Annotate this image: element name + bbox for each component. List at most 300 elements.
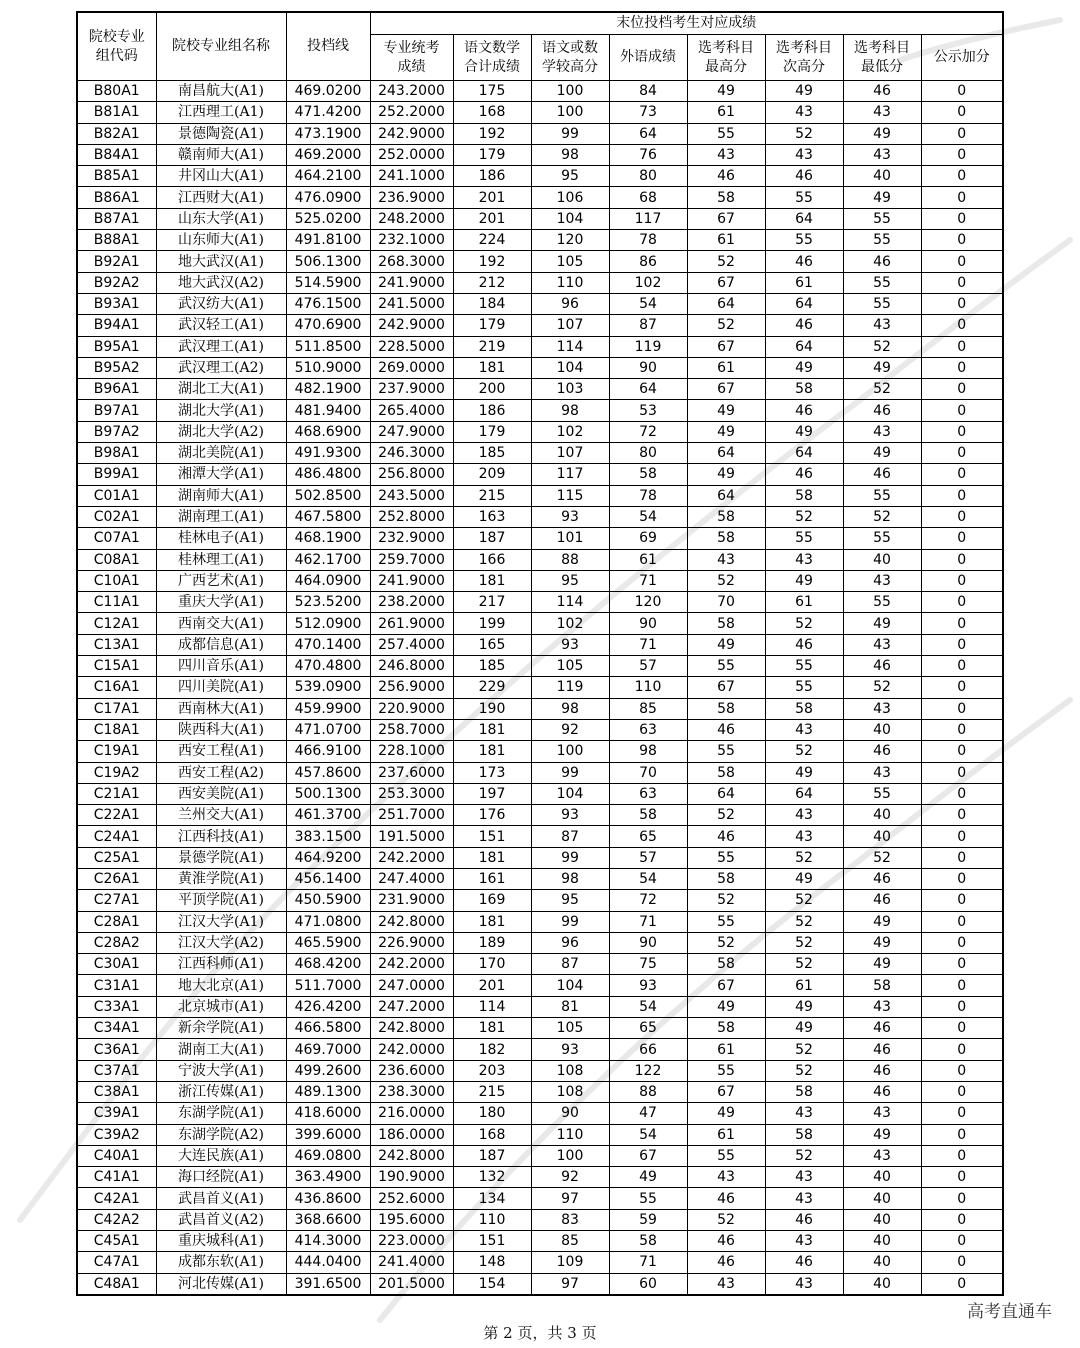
table-cell: 468.1900 xyxy=(286,528,370,549)
table-cell: C38A1 xyxy=(77,1081,156,1102)
table-cell: 46 xyxy=(765,1209,843,1230)
table-cell: 184 xyxy=(453,293,531,314)
table-cell: 69 xyxy=(609,528,687,549)
table-cell: 40 xyxy=(843,166,921,187)
table-cell: C37A1 xyxy=(77,1060,156,1081)
table-cell: 64 xyxy=(687,293,765,314)
table-cell: 182 xyxy=(453,1039,531,1060)
cell-name: 武汉理工(A2) xyxy=(156,357,286,378)
table-cell: 88 xyxy=(609,1081,687,1102)
table-cell: 58 xyxy=(687,1018,765,1039)
table-cell: 181 xyxy=(453,847,531,868)
table-cell: 0 xyxy=(921,975,1003,996)
table-cell: C27A1 xyxy=(77,890,156,911)
table-cell: 486.4800 xyxy=(286,464,370,485)
table-cell: 46 xyxy=(687,1252,765,1273)
table-row xyxy=(77,677,1003,698)
table-cell: 73 xyxy=(609,102,687,123)
table-cell: 52 xyxy=(765,1060,843,1081)
table-cell: 186 xyxy=(453,166,531,187)
table-cell: 52 xyxy=(765,123,843,144)
table-cell: 52 xyxy=(843,506,921,527)
table-cell: 226.9000 xyxy=(370,932,453,953)
table-cell: 61 xyxy=(687,357,765,378)
table-cell: 99 xyxy=(531,762,609,783)
table-cell: 238.2000 xyxy=(370,592,453,613)
table-cell: C10A1 xyxy=(77,570,156,591)
table-cell: 70 xyxy=(609,762,687,783)
table-cell: 43 xyxy=(843,698,921,719)
table-cell: C13A1 xyxy=(77,634,156,655)
table-cell: 64 xyxy=(765,443,843,464)
table-cell: 98 xyxy=(609,741,687,762)
table-cell: 237.9000 xyxy=(370,379,453,400)
table-cell: 181 xyxy=(453,570,531,591)
cell-name: 江汉大学(A2) xyxy=(156,932,286,953)
table-cell: 0 xyxy=(921,762,1003,783)
table-cell: 95 xyxy=(531,890,609,911)
table-cell: C28A2 xyxy=(77,932,156,953)
table-cell: 426.4200 xyxy=(286,996,370,1017)
table-cell: 71 xyxy=(609,911,687,932)
table-cell: 241.4000 xyxy=(370,1252,453,1273)
table-cell: 46 xyxy=(843,400,921,421)
table-cell: 0 xyxy=(921,315,1003,336)
table-cell: 201 xyxy=(453,208,531,229)
table-cell: 95 xyxy=(531,570,609,591)
table-cell: 100 xyxy=(531,1145,609,1166)
table-cell: 514.5900 xyxy=(286,272,370,293)
table-cell: 242.8000 xyxy=(370,1018,453,1039)
table-row xyxy=(77,443,1003,464)
cell-name: 桂林理工(A1) xyxy=(156,549,286,570)
table-cell: 78 xyxy=(609,230,687,251)
table-cell: 43 xyxy=(687,1167,765,1188)
table-cell: 256.8000 xyxy=(370,464,453,485)
table-cell: 46 xyxy=(687,166,765,187)
table-cell: 75 xyxy=(609,954,687,975)
table-row xyxy=(77,166,1003,187)
table-cell: B99A1 xyxy=(77,464,156,485)
table-cell: 105 xyxy=(531,656,609,677)
table-cell: 0 xyxy=(921,102,1003,123)
table-cell: 43 xyxy=(687,144,765,165)
table-cell: C25A1 xyxy=(77,847,156,868)
table-cell: 46 xyxy=(765,464,843,485)
table-cell: 72 xyxy=(609,421,687,442)
cell-name: 地大武汉(A1) xyxy=(156,251,286,272)
table-cell: 181 xyxy=(453,719,531,740)
table-cell: 0 xyxy=(921,251,1003,272)
table-cell: 0 xyxy=(921,1103,1003,1124)
table-cell: 466.5800 xyxy=(286,1018,370,1039)
table-cell: 87 xyxy=(531,826,609,847)
table-cell: 102 xyxy=(609,272,687,293)
table-cell: 383.1500 xyxy=(286,826,370,847)
table-cell: 0 xyxy=(921,230,1003,251)
table-row xyxy=(77,421,1003,442)
table-cell: 105 xyxy=(531,251,609,272)
table-cell: 0 xyxy=(921,847,1003,868)
table-cell: C08A1 xyxy=(77,549,156,570)
table-cell: C48A1 xyxy=(77,1273,156,1295)
table-cell: 55 xyxy=(687,1060,765,1081)
table-row xyxy=(77,1209,1003,1230)
table-cell: 67 xyxy=(609,1145,687,1166)
table-row xyxy=(77,1273,1003,1295)
table-cell: 52 xyxy=(687,570,765,591)
cell-name: 东湖学院(A1) xyxy=(156,1103,286,1124)
table-cell: 40 xyxy=(843,1167,921,1188)
table-cell: 84 xyxy=(609,81,687,102)
table-cell: 68 xyxy=(609,187,687,208)
table-row xyxy=(77,1145,1003,1166)
table-row xyxy=(77,805,1003,826)
table-cell: 52 xyxy=(687,251,765,272)
table-cell: C42A1 xyxy=(77,1188,156,1209)
table-cell: 242.2000 xyxy=(370,954,453,975)
table-cell: 539.0900 xyxy=(286,677,370,698)
table-cell: 186.0000 xyxy=(370,1124,453,1145)
header-score: 投档线 xyxy=(286,12,370,81)
table-cell: 414.3000 xyxy=(286,1231,370,1252)
table-cell: 511.7000 xyxy=(286,975,370,996)
table-cell: 55 xyxy=(843,592,921,613)
cell-name: 湖北大学(A2) xyxy=(156,421,286,442)
table-cell: C28A1 xyxy=(77,911,156,932)
table-cell: 0 xyxy=(921,443,1003,464)
table-row xyxy=(77,400,1003,421)
table-cell: 500.1300 xyxy=(286,783,370,804)
table-cell: 46 xyxy=(765,1252,843,1273)
table-cell: 195.6000 xyxy=(370,1209,453,1230)
table-cell: 457.8600 xyxy=(286,762,370,783)
table-cell: C31A1 xyxy=(77,975,156,996)
table-cell: 53 xyxy=(609,400,687,421)
table-cell: C11A1 xyxy=(77,592,156,613)
table-cell: 43 xyxy=(687,1273,765,1295)
table-cell: 49 xyxy=(765,868,843,889)
table-cell: 179 xyxy=(453,421,531,442)
table-cell: 52 xyxy=(765,954,843,975)
table-row xyxy=(77,506,1003,527)
table-cell: 46 xyxy=(765,251,843,272)
table-cell: 215 xyxy=(453,485,531,506)
table-cell: 46 xyxy=(687,1231,765,1252)
table-cell: 0 xyxy=(921,911,1003,932)
table-cell: 242.9000 xyxy=(370,315,453,336)
table-cell: 61 xyxy=(609,549,687,570)
table-cell: 43 xyxy=(765,102,843,123)
table-cell: 231.9000 xyxy=(370,890,453,911)
header-sub: 语文或数 学较高分 xyxy=(531,35,609,81)
table-cell: C01A1 xyxy=(77,485,156,506)
table-cell: 0 xyxy=(921,741,1003,762)
table-cell: 67 xyxy=(687,975,765,996)
table-cell: 63 xyxy=(609,783,687,804)
table-cell: 92 xyxy=(531,1167,609,1188)
table-cell: 228.1000 xyxy=(370,741,453,762)
table-row xyxy=(77,634,1003,655)
table-cell: 241.1000 xyxy=(370,166,453,187)
table-cell: B97A1 xyxy=(77,400,156,421)
table-cell: 71 xyxy=(609,570,687,591)
table-cell: 151 xyxy=(453,1231,531,1252)
table-cell: 49 xyxy=(687,81,765,102)
table-cell: 0 xyxy=(921,485,1003,506)
table-cell: 242.0000 xyxy=(370,1039,453,1060)
table-cell: 55 xyxy=(843,783,921,804)
table-cell: C19A2 xyxy=(77,762,156,783)
table-cell: 46 xyxy=(843,1081,921,1102)
table-cell: 175 xyxy=(453,81,531,102)
table-cell: 46 xyxy=(843,890,921,911)
table-cell: 464.0900 xyxy=(286,570,370,591)
cell-name: 湖北工大(A1) xyxy=(156,379,286,400)
table-cell: 67 xyxy=(687,677,765,698)
table-cell: 470.4800 xyxy=(286,656,370,677)
cell-name: 宁波大学(A1) xyxy=(156,1060,286,1081)
table-cell: 86 xyxy=(609,251,687,272)
table-cell: 0 xyxy=(921,805,1003,826)
table-cell: 93 xyxy=(531,634,609,655)
table-cell: 256.9000 xyxy=(370,677,453,698)
table-row xyxy=(77,996,1003,1017)
table-row xyxy=(77,251,1003,272)
table-cell: 93 xyxy=(609,975,687,996)
table-cell: 232.9000 xyxy=(370,528,453,549)
score-table xyxy=(76,11,1004,1296)
table-cell: 43 xyxy=(843,996,921,1017)
table-cell: 81 xyxy=(531,996,609,1017)
table-cell: 0 xyxy=(921,1231,1003,1252)
table-cell: 512.0900 xyxy=(286,613,370,634)
table-cell: 0 xyxy=(921,1167,1003,1188)
table-cell: 228.5000 xyxy=(370,336,453,357)
table-cell: 46 xyxy=(843,251,921,272)
table-cell: 87 xyxy=(609,315,687,336)
cell-name: 东湖学院(A2) xyxy=(156,1124,286,1145)
table-cell: 99 xyxy=(531,123,609,144)
table-cell: 0 xyxy=(921,293,1003,314)
table-cell: C33A1 xyxy=(77,996,156,1017)
table-cell: 122 xyxy=(609,1060,687,1081)
table-cell: 64 xyxy=(765,783,843,804)
table-cell: 58 xyxy=(687,868,765,889)
table-cell: 104 xyxy=(531,783,609,804)
table-cell: 49 xyxy=(687,464,765,485)
table-cell: C02A1 xyxy=(77,506,156,527)
table-cell: 58 xyxy=(687,506,765,527)
table-cell: 64 xyxy=(609,123,687,144)
table-row xyxy=(77,528,1003,549)
table-cell: 87 xyxy=(531,954,609,975)
cell-name: 江汉大学(A1) xyxy=(156,911,286,932)
table-cell: B93A1 xyxy=(77,293,156,314)
table-cell: 110 xyxy=(531,1124,609,1145)
table-cell: 199 xyxy=(453,613,531,634)
table-cell: 242.8000 xyxy=(370,1145,453,1166)
table-cell: 64 xyxy=(765,293,843,314)
table-cell: 459.9900 xyxy=(286,698,370,719)
table-row xyxy=(77,975,1003,996)
table-cell: 40 xyxy=(843,549,921,570)
brand-label: 高考直通车 xyxy=(967,1302,1052,1322)
table-cell: 80 xyxy=(609,166,687,187)
table-cell: 40 xyxy=(843,719,921,740)
table-cell: 110 xyxy=(453,1209,531,1230)
table-cell: 46 xyxy=(687,1188,765,1209)
table-cell: 46 xyxy=(843,1060,921,1081)
cell-name: 湖南工大(A1) xyxy=(156,1039,286,1060)
table-cell: 46 xyxy=(687,719,765,740)
cell-name: 重庆大学(A1) xyxy=(156,592,286,613)
table-cell: 99 xyxy=(531,847,609,868)
table-cell: 55 xyxy=(765,187,843,208)
table-cell: 189 xyxy=(453,932,531,953)
table-cell: 52 xyxy=(687,932,765,953)
table-cell: 132 xyxy=(453,1167,531,1188)
table-cell: 0 xyxy=(921,187,1003,208)
table-cell: 99 xyxy=(531,911,609,932)
table-cell: 0 xyxy=(921,868,1003,889)
table-cell: 154 xyxy=(453,1273,531,1295)
table-row xyxy=(77,315,1003,336)
table-cell: 117 xyxy=(531,464,609,485)
table-cell: 43 xyxy=(765,719,843,740)
cell-name: 四川美院(A1) xyxy=(156,677,286,698)
table-cell: 229 xyxy=(453,677,531,698)
table-cell: 179 xyxy=(453,144,531,165)
table-cell: 0 xyxy=(921,1039,1003,1060)
table-cell: 223.0000 xyxy=(370,1231,453,1252)
table-cell: 83 xyxy=(531,1209,609,1230)
table-cell: 96 xyxy=(531,932,609,953)
table-cell: 252.0000 xyxy=(370,144,453,165)
table-cell: 54 xyxy=(609,1124,687,1145)
table-cell: 92 xyxy=(531,719,609,740)
table-cell: 49 xyxy=(765,996,843,1017)
table-cell: 72 xyxy=(609,890,687,911)
table-cell: C40A1 xyxy=(77,1145,156,1166)
table-cell: 197 xyxy=(453,783,531,804)
cell-name: 山东师大(A1) xyxy=(156,230,286,251)
table-cell: 237.6000 xyxy=(370,762,453,783)
table-cell: 55 xyxy=(765,677,843,698)
table-cell: 85 xyxy=(609,698,687,719)
table-cell: 0 xyxy=(921,549,1003,570)
cell-name: 山东大学(A1) xyxy=(156,208,286,229)
table-cell: 65 xyxy=(609,826,687,847)
table-cell: 58 xyxy=(609,1231,687,1252)
table-cell: 58 xyxy=(765,1081,843,1102)
table-cell: 0 xyxy=(921,208,1003,229)
cell-name: 湖南理工(A1) xyxy=(156,506,286,527)
table-cell: 470.6900 xyxy=(286,315,370,336)
table-cell: 470.1400 xyxy=(286,634,370,655)
table-cell: C30A1 xyxy=(77,954,156,975)
table-cell: 482.1900 xyxy=(286,379,370,400)
table-cell: 0 xyxy=(921,1124,1003,1145)
header-sub: 语文数学 合计成绩 xyxy=(453,35,531,81)
table-cell: 43 xyxy=(765,826,843,847)
table-cell: 58 xyxy=(687,762,765,783)
table-cell: C22A1 xyxy=(77,805,156,826)
table-cell: C12A1 xyxy=(77,613,156,634)
table-row xyxy=(77,826,1003,847)
table-cell: 236.6000 xyxy=(370,1060,453,1081)
table-cell: 391.6500 xyxy=(286,1273,370,1295)
table-cell: 259.7000 xyxy=(370,549,453,570)
cell-name: 大连民族(A1) xyxy=(156,1145,286,1166)
table-cell: 0 xyxy=(921,166,1003,187)
cell-name: 平顶学院(A1) xyxy=(156,890,286,911)
table-cell: C24A1 xyxy=(77,826,156,847)
table-row xyxy=(77,656,1003,677)
table-cell: 511.8500 xyxy=(286,336,370,357)
table-cell: 465.5900 xyxy=(286,932,370,953)
table-cell: 64 xyxy=(687,443,765,464)
table-cell: 114 xyxy=(531,592,609,613)
table-cell: 170 xyxy=(453,954,531,975)
table-cell: 471.0800 xyxy=(286,911,370,932)
table-row xyxy=(77,549,1003,570)
table-cell: 134 xyxy=(453,1188,531,1209)
table-cell: 119 xyxy=(609,336,687,357)
table-cell: 55 xyxy=(687,123,765,144)
table-cell: B96A1 xyxy=(77,379,156,400)
table-cell: 71 xyxy=(609,634,687,655)
table-cell: 55 xyxy=(687,656,765,677)
cell-name: 桂林电子(A1) xyxy=(156,528,286,549)
table-cell: 481.9400 xyxy=(286,400,370,421)
table-cell: 0 xyxy=(921,123,1003,144)
table-row xyxy=(77,123,1003,144)
table-cell: 0 xyxy=(921,996,1003,1017)
table-cell: 61 xyxy=(687,1039,765,1060)
table-cell: 49 xyxy=(687,421,765,442)
table-body xyxy=(77,81,1003,1295)
table-row xyxy=(77,1252,1003,1273)
table-cell: 108 xyxy=(531,1060,609,1081)
header-code: 院校专业 组代码 xyxy=(77,12,156,81)
table-cell: 52 xyxy=(843,847,921,868)
table-cell: 176 xyxy=(453,805,531,826)
table-cell: 49 xyxy=(843,911,921,932)
header-sub: 公示加分 xyxy=(921,35,1003,81)
table-cell: 252.2000 xyxy=(370,102,453,123)
table-row xyxy=(77,890,1003,911)
table-cell: 269.0000 xyxy=(370,357,453,378)
table-cell: 247.9000 xyxy=(370,421,453,442)
table-cell: 67 xyxy=(687,379,765,400)
table-cell: 52 xyxy=(765,932,843,953)
table-cell: 476.1500 xyxy=(286,293,370,314)
table-cell: 67 xyxy=(687,1081,765,1102)
table-cell: 469.2000 xyxy=(286,144,370,165)
table-cell: 100 xyxy=(531,741,609,762)
table-cell: 151 xyxy=(453,826,531,847)
table-row xyxy=(77,1018,1003,1039)
table-cell: 58 xyxy=(687,187,765,208)
table-cell: 43 xyxy=(843,315,921,336)
table-cell: 43 xyxy=(843,1103,921,1124)
table-cell: 55 xyxy=(687,741,765,762)
score-table-container xyxy=(76,11,1002,1296)
table-cell: 52 xyxy=(765,847,843,868)
table-cell: C21A1 xyxy=(77,783,156,804)
table-row xyxy=(77,868,1003,889)
